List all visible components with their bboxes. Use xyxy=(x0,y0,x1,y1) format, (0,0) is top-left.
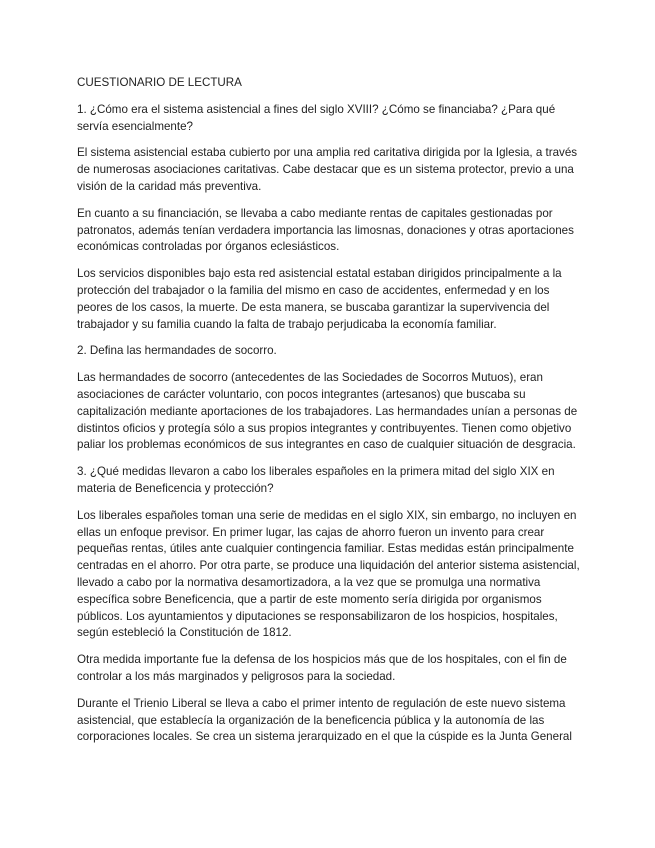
question-1: 1. ¿Cómo era el sistema asistencial a fines del siglo XVIII? ¿Cómo se financiaba? ¿Para qué servía esencialmente? xyxy=(77,102,556,133)
question-2: 2. Defina las hermandades de socorro. xyxy=(77,344,277,358)
answer-paragraph: Los liberales españoles toman una serie de medidas en el siglo XIX, sin embargo, no incluyen en ellas un enfoque previsor. En primer lugar, las cajas de ahorro fueron un invento para crear pequeñas rentas, útiles ante cualquier contingencia familiar. Estas medidas están principalmente centradas en el ahorro. Por otra parte, se produce una liquidación del anterior sistema asistencial, llevado a cabo por la normativa desamortizadora, a la vez que se promulga una normativa específica sobre Beneficencia, que a partir de este momento sería dirigida por organismos públicos. Los ayuntamientos y diputaciones se responsabilizaron de los hospicios, hospitales, según estebleció la Constitución de 1812. xyxy=(77,508,580,640)
answer-paragraph: Los servicios disponibles bajo esta red asistencial estatal estaban dirigidos principalmente a la protección del trabajador o la familia del mismo en caso de accidentes, enfermedad y en los peores de los casos, la muerte. De esta manera, se buscaba garantizar la supervivencia del trabajador y su familia cuando la falta de trabajo perjudicaba la economía familiar. xyxy=(77,267,562,331)
answer-paragraph: En cuanto a su financiación, se llevaba a cabo mediante rentas de capitales gestionadas por patronatos, además tenían verdadera importancia las limosnas, donaciones y otras aportaciones económicas controladas por órganos eclesiásticos. xyxy=(77,206,574,254)
answer-paragraph: Durante el Trienio Liberal se lleva a cabo el primer intento de regulación de este nuevo sistema asistencial, que establecía la organización de la beneficencia pública y la autonomía de las corporaciones locales. Se crea un sistema jerarquizado en el que la cúspide es la Junta General xyxy=(77,696,572,744)
question-3: 3. ¿Qué medidas llevaron a cabo los liberales españoles en la primera mitad del siglo XIX en materia de Beneficencia y protección? xyxy=(77,465,555,495)
document-title: CUESTIONARIO DE LECTURA xyxy=(77,76,242,89)
answer-paragraph: Otra medida importante fue la defensa de los hospicios más que de los hospitales, con el fin de controlar a los más marginados y peligrosos para la sociedad. xyxy=(77,653,567,683)
answer-paragraph: El sistema asistencial estaba cubierto por una amplia red caritativa dirigida por la Iglesia, a través de numerosas asociaciones caritativas. Cabe destacar que es un sistema protector, previo a una visión de la caridad más preventiva. xyxy=(77,146,578,193)
answer-paragraph: Las hermandades de socorro (antecedentes de las Sociedades de Socorros Mutuos), eran asociaciones de carácter voluntario, con pocos integrantes (artesanos) que buscaba su capitalización mediante aportaciones de los trabajadores. Las hermandades unían a personas de distintos oficios y protegía sólo a sus propios integrantes y contribuyentes. Tienen como objetivo paliar los problemas económicos de sus integrantes en caso de cualquier situación de desgracia. xyxy=(77,371,578,452)
